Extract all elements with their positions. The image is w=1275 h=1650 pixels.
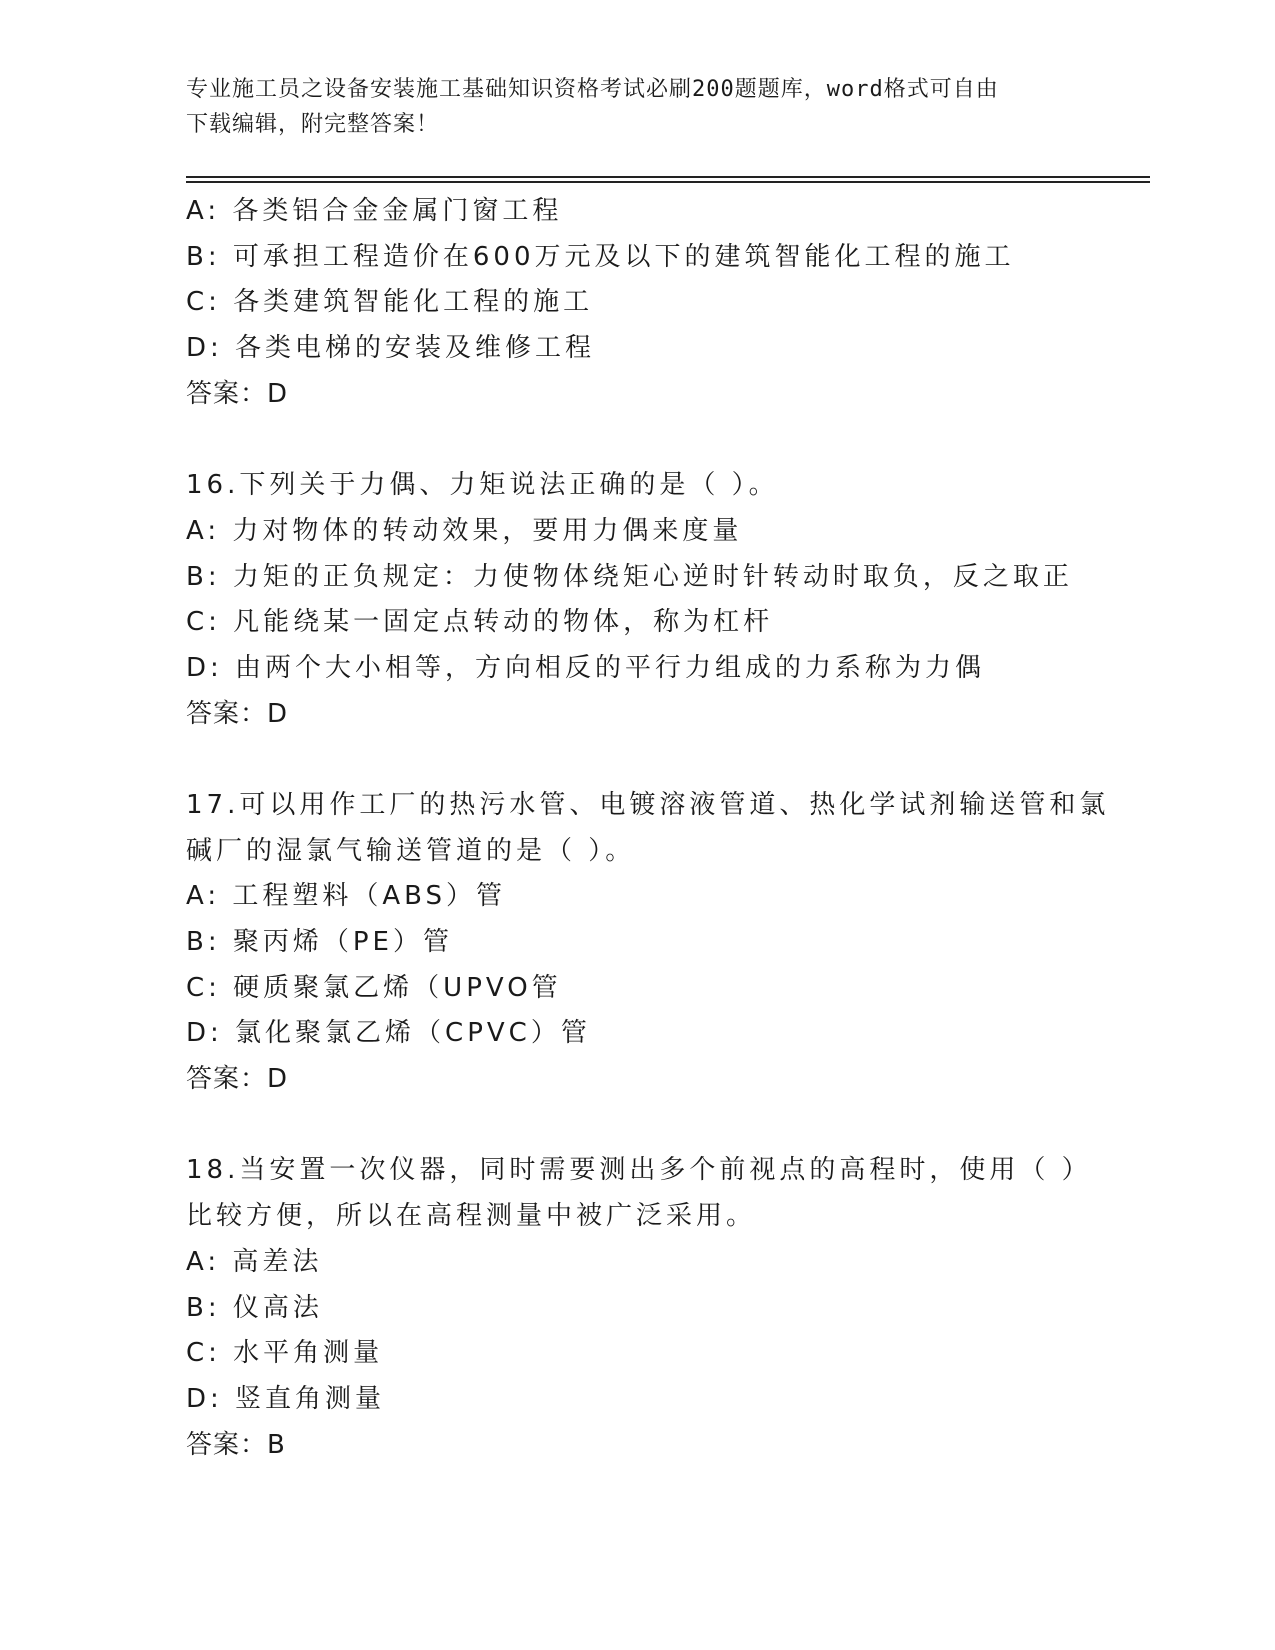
option-d: D: 氯化聚氯乙烯（CPVC）管 — [186, 1018, 591, 1049]
answer: 答案：D — [186, 378, 289, 409]
header-line-1: 专业施工员之设备安装施工基础知识资格考试必刷200题题库，word格式可自由 — [186, 77, 999, 102]
question-16 — [186, 463, 1086, 737]
question-stem-line-1: 17.可以用作工厂的热污水管、电镀溶液管道、热化学试剂输送管和氯 — [186, 789, 1110, 820]
option-a: A: 各类铝合金金属门窗工程 — [186, 196, 563, 226]
spacer — [186, 737, 1086, 783]
answer: 答案：D — [186, 1064, 289, 1095]
option-c: C: 水平角测量 — [186, 1338, 384, 1369]
option-d: D: 各类电梯的安装及维修工程 — [186, 333, 596, 364]
option-b: B: 仪高法 — [186, 1292, 323, 1323]
question-18 — [186, 1148, 1092, 1468]
option-b: B: 可承担工程造价在600万元及以下的建筑智能化工程的施工 — [186, 241, 1015, 272]
option-d: D: 竖直角测量 — [186, 1383, 386, 1414]
option-b: B: 聚丙烯（PE）管 — [186, 927, 453, 957]
answer: 答案：D — [186, 698, 289, 729]
question-list — [186, 189, 1110, 1468]
answer: 答案：B — [186, 1429, 286, 1460]
option-a: A: 高差法 — [186, 1246, 323, 1277]
question-17 — [186, 783, 1110, 1103]
question-stem-line-2: 比较方便，所以在高程测量中被广泛采用。 — [186, 1201, 757, 1232]
header-divider-top — [186, 176, 1150, 178]
option-b: B: 力矩的正负规定：力使物体绕矩心逆时针转动时取负，反之取正 — [186, 561, 1073, 592]
option-c: C: 硬质聚氯乙烯（UPVO管 — [186, 972, 562, 1003]
question-15 — [186, 189, 1086, 417]
header-divider-bottom — [186, 181, 1150, 183]
spacer — [186, 1103, 1086, 1149]
question-stem-line-1: 18.当安置一次仪器，同时需要测出多个前视点的高程时，使用（ ） — [186, 1155, 1092, 1186]
document-header — [186, 72, 1066, 142]
option-c: C: 各类建筑智能化工程的施工 — [186, 287, 594, 318]
question-stem: 16.下列关于力偶、力矩说法正确的是（ ）。 — [186, 470, 779, 501]
header-line-2: 下载编辑，附完整答案！ — [186, 112, 440, 137]
option-a: A: 工程塑料（ABS）管 — [186, 881, 507, 912]
spacer — [186, 417, 1086, 463]
option-a: A: 力对物体的转动效果，要用力偶来度量 — [186, 515, 743, 546]
option-d: D: 由两个大小相等，方向相反的平行力组成的力系称为力偶 — [186, 652, 986, 683]
question-stem-line-2: 碱厂的湿氯气输送管道的是（ ）。 — [186, 835, 636, 866]
option-c: C: 凡能绕某一固定点转动的物体，称为杠杆 — [186, 607, 774, 638]
